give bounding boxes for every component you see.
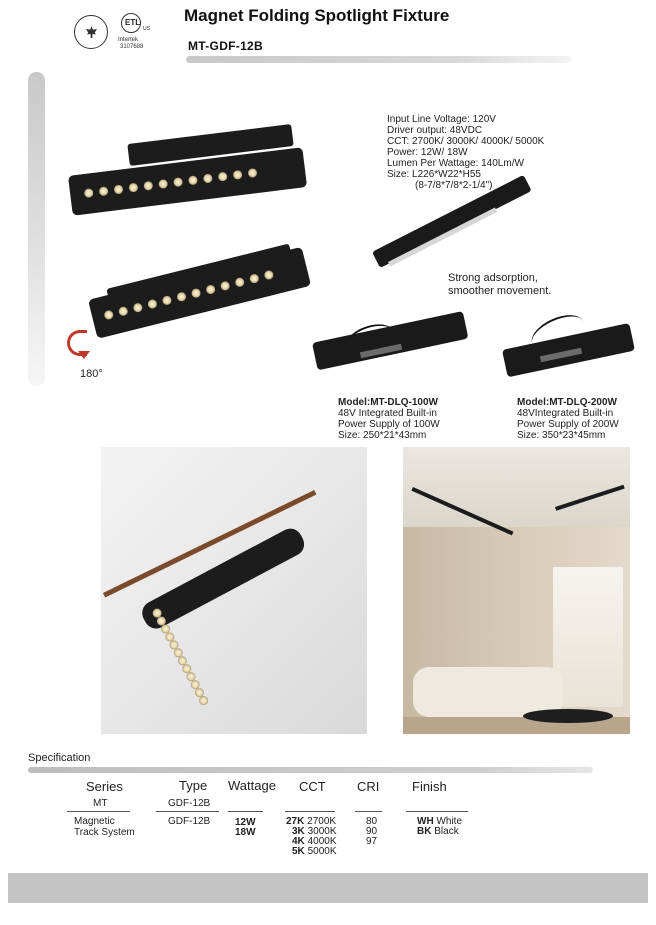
- col-header-cri: CRI: [357, 779, 380, 794]
- col-rule-finish: [406, 811, 468, 812]
- spec-lumen: Lumen Per Wattage: 140Lm/W: [387, 158, 524, 169]
- certification-seal-icon: [74, 15, 108, 49]
- series-desc-line2: Track System: [74, 827, 135, 838]
- col-rule-series: [67, 811, 130, 812]
- spec-cct: CCT: 2700K/ 3000K/ 4000K/ 5000K: [387, 136, 545, 147]
- col-header-cct: CCT: [299, 779, 326, 794]
- room-table: [523, 709, 613, 723]
- specification-heading: Specification: [28, 752, 91, 764]
- spec-input-voltage: Input Line Voltage: 120V: [387, 114, 496, 125]
- type-code: GDF-12B: [168, 798, 211, 809]
- cri-option: 80: [366, 816, 378, 827]
- connector-caption: Strong adsorption, smoother movement.: [448, 272, 552, 297]
- spec-size: Size: L226*W22*H55: [387, 169, 481, 180]
- finish-option: BK Black: [417, 826, 459, 837]
- etl-mark-icon: ETL: [121, 13, 141, 33]
- col-header-wattage: Wattage: [228, 778, 276, 793]
- driver-100w-image: [312, 311, 468, 370]
- col-rule-wattage: [228, 811, 263, 812]
- spotlight-fixture-folded: [88, 247, 311, 339]
- model-code: MT-GDF-12B: [188, 39, 263, 53]
- series-code: MT: [93, 798, 108, 809]
- rotation-arrow-head-icon: [78, 351, 90, 359]
- cct-option: 27K 2700K: [286, 816, 337, 827]
- cct-option: 5K 5000K: [292, 846, 337, 857]
- cert-lab-name: Intertek: [118, 37, 139, 43]
- specification-divider: [28, 767, 593, 773]
- col-rule-cri: [355, 811, 382, 812]
- col-header-type: Type: [179, 778, 208, 793]
- cct-option: 4K 4000K: [292, 836, 337, 847]
- col-header-series: Series: [86, 779, 123, 794]
- room-window: [553, 567, 623, 707]
- room-application-photo: [403, 447, 630, 734]
- col-rule-type: [156, 811, 219, 812]
- spec-size-inches: (8-7/8*7/8*2-1/4"): [415, 180, 493, 191]
- wattage-option: 18W: [235, 827, 256, 838]
- finish-option: WH White: [417, 816, 463, 827]
- room-ceiling: [403, 447, 630, 527]
- cct-option: 3K 3000K: [292, 826, 337, 837]
- rotation-angle-label: 180°: [80, 368, 103, 380]
- driver-200w-info: Model:MT-DLQ-200W 48VIntegrated Built-in Power Supply of 200W Size: 350*23*45mm: [517, 397, 619, 441]
- cert-number: 3107688: [120, 44, 144, 50]
- cri-option: 97: [366, 836, 378, 847]
- spec-power: Power: 12W/ 18W: [387, 147, 468, 158]
- type-value: GDF-12B: [168, 816, 211, 827]
- page-title: Magnet Folding Spotlight Fixture: [184, 6, 450, 25]
- header-divider: [186, 56, 571, 63]
- col-rule-cct: [285, 811, 335, 812]
- etl-us-suffix: US: [143, 26, 150, 32]
- wattage-option: 12W: [235, 817, 256, 828]
- series-desc-line1: Magnetic: [74, 816, 115, 827]
- side-accent-bar: [28, 72, 45, 386]
- product-photo: [101, 447, 367, 734]
- cri-option: 90: [366, 826, 378, 837]
- spec-driver-output: Driver output: 48VDC: [387, 125, 483, 136]
- footer-bar: [8, 873, 648, 903]
- col-header-finish: Finish: [412, 779, 447, 794]
- driver-100w-info: Model:MT-DLQ-100W 48V Integrated Built-in Power Supply of 100W Size: 250*21*43mm: [338, 397, 440, 441]
